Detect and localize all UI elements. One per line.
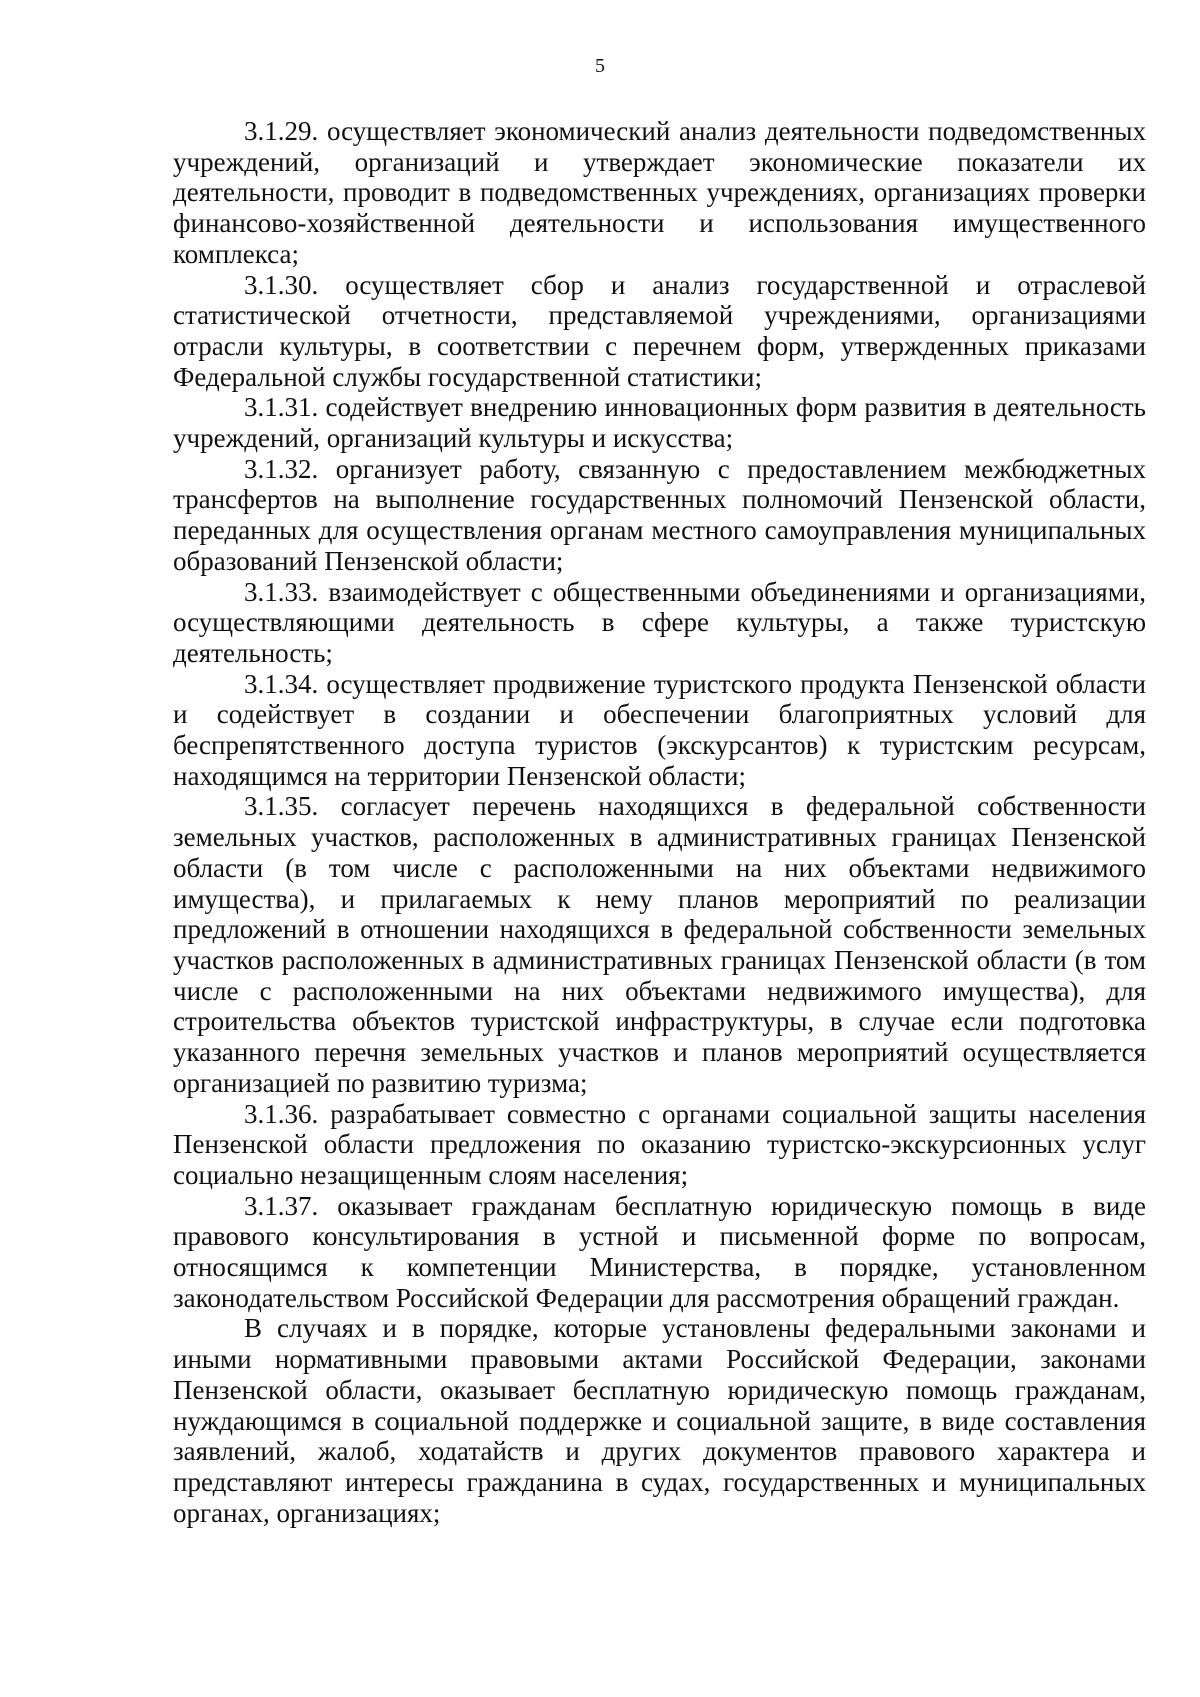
paragraph-3-1-35: 3.1.35. согласует перечень находящихся в федеральной собственности земельных участков, расположенных в административных границах Пензенской области (в том числе с расположенными на них объектами недвижимого имущества), и прилагаемых к нему планов мероприятий по реализации предложений в отношении находящихся в федеральной собственности земельных участков расположенных в административных границах Пензенской области (в том числе с расположенными на них объектами недвижимого имущества), для строительства объектов туристской инфраструктуры, в случае если подготовка указанного перечня земельных участков и планов мероприятий осуществляется организацией по развитию туризма; — [173, 791, 1146, 1098]
paragraph-3-1-32: 3.1.32. организует работу, связанную с предоставлением межбюджетных трансфертов на выполнение государственных полномочий Пензенской области, переданных для осуществления органам местного самоуправления муниципальных образований Пензенской области; — [173, 453, 1146, 576]
paragraph-3-1-33: 3.1.33. взаимодействует с общественными объединениями и организациями, осуществляющими деятельность в сфере культуры, а также туристскую деятельность; — [173, 576, 1146, 668]
paragraph-3-1-37: 3.1.37. оказывает гражданам бесплатную юридическую помощь в виде правового консультирования в устной и письменной форме по вопросам, относящимся к компетенции Министерства, в порядке, установленном законодательством Российской Федерации для рассмотрения обращений граждан. — [173, 1190, 1146, 1313]
paragraph-3-1-31: 3.1.31. содействует внедрению инновационных форм развития в деятельность учреждений, организаций культуры и искусства; — [173, 392, 1146, 454]
paragraph-3-1-34: 3.1.34. осуществляет продвижение туристского продукта Пензенской области и содействует в создании и обеспечении благоприятных условий для беспрепятственного доступа туристов (экскурсантов) к туристским ресурсам, находящимся на территории Пензенской области; — [173, 668, 1146, 791]
page-number: 5 — [595, 55, 605, 77]
paragraph-3-1-29: 3.1.29. осуществляет экономический анализ деятельности подведомственных учреждений, организаций и утверждает экономические показатели их деятельности, проводит в подведомственных учреждениях, организациях проверки финансово-хозяйственной деятельности и использования имущественного комплекса; — [173, 116, 1146, 269]
document-body — [173, 116, 1146, 1528]
paragraph-legal-aid: В случаях и в порядке, которые установлены федеральными законами и иными нормативными правовыми актами Российской Федерации, законами Пензенской области, оказывает бесплатную юридическую помощь гражданам, нуждающимся в социальной поддержке и социальной защите, в виде составления заявлений, жалоб, ходатайств и других документов правового характера и представляют интересы гражданина в судах, государственных и муниципальных органах, организациях; — [173, 1313, 1146, 1528]
paragraph-3-1-36: 3.1.36. разрабатывает совместно с органами социальной защиты населения Пензенской области предложения по оказанию туристско-экскурсионных услуг социально незащищенным слоям населения; — [173, 1098, 1146, 1190]
paragraph-3-1-30: 3.1.30. осуществляет сбор и анализ государственной и отраслевой статистической отчетности, представляемой учреждениями, организациями отрасли культуры, в соответствии с перечнем форм, утвержденных приказами Федеральной службы государственной статистики; — [173, 269, 1146, 392]
